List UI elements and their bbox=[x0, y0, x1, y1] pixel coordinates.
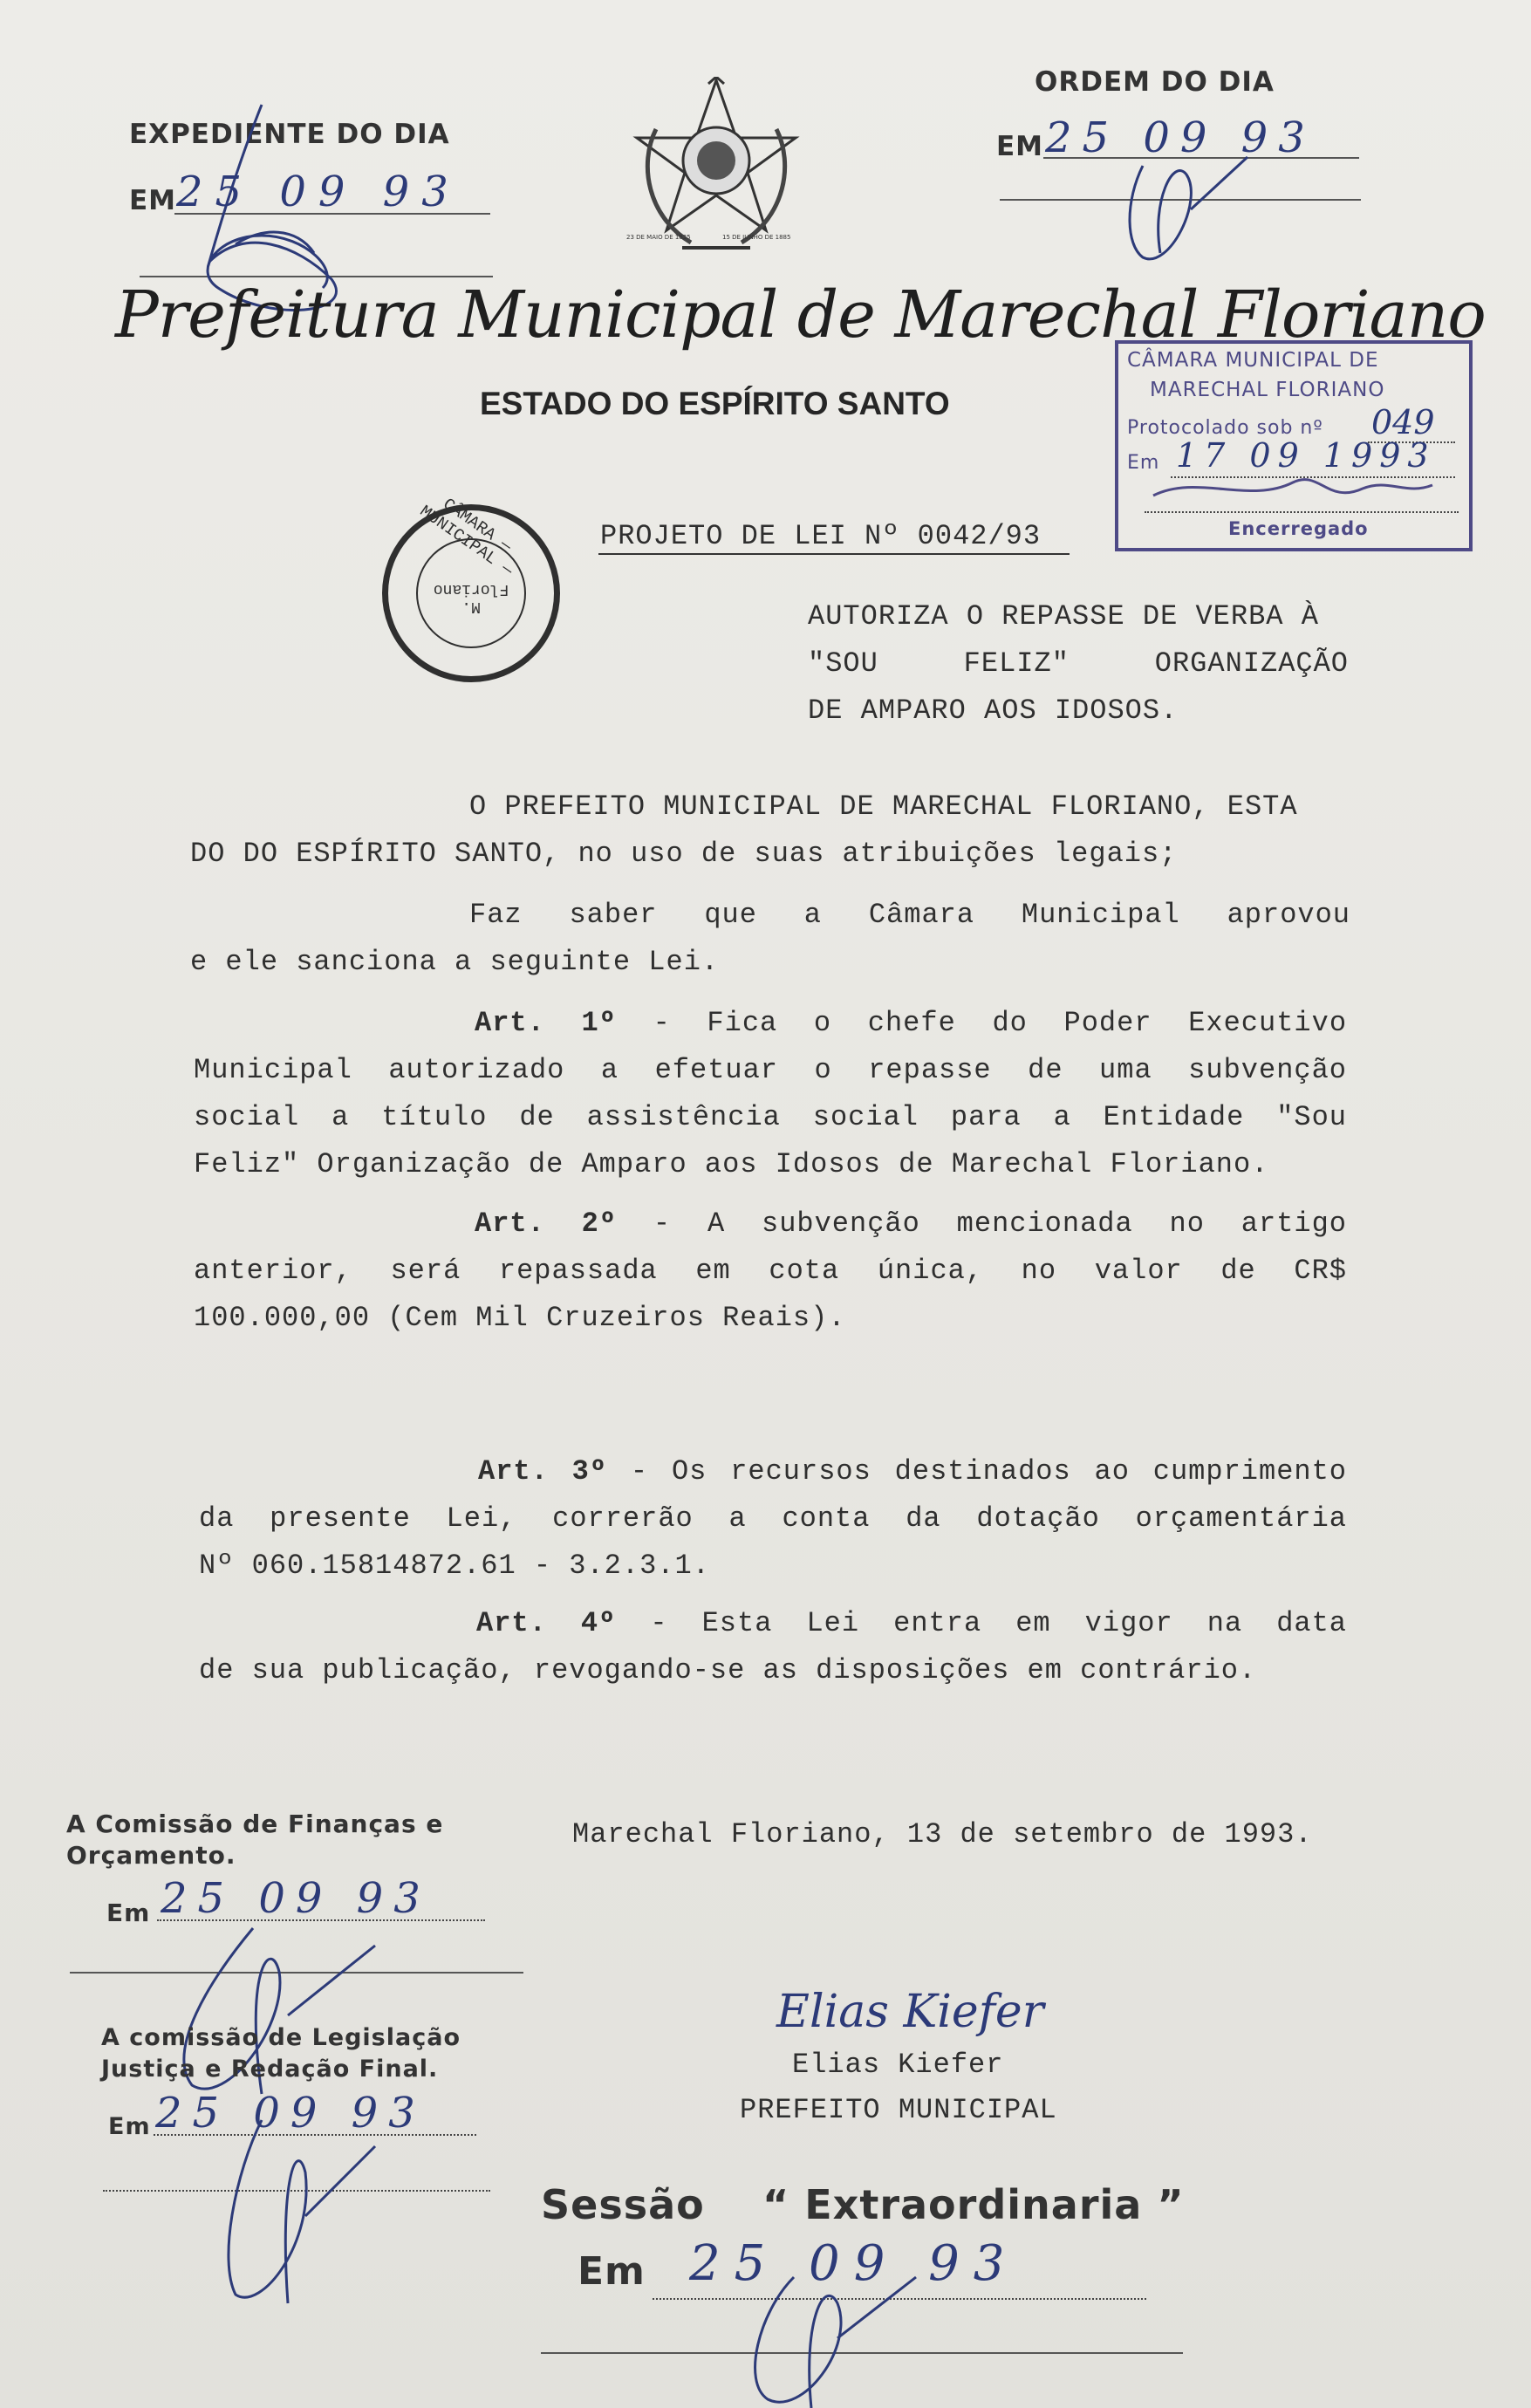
article-2 bbox=[194, 1201, 1347, 1342]
article-3-text-1: - Os recursos destinados ao cumprimento bbox=[630, 1455, 1348, 1488]
protocol-stamp-line2: MARECHAL FLORIANO bbox=[1150, 379, 1385, 401]
protocol-stamp-line1: CÂMARA MUNICIPAL DE bbox=[1127, 349, 1379, 372]
signatory-title: PREFEITO MUNICIPAL bbox=[740, 2094, 1057, 2126]
protocol-number-label: Protocolado sob nº bbox=[1127, 417, 1323, 439]
article-3-line-3: Nº 060.15814872.61 - 3.2.3.1. bbox=[199, 1549, 710, 1582]
article-4-label: Art. 4º bbox=[476, 1607, 617, 1639]
article-4-text-1: - Esta Lei entra em vigor na data bbox=[650, 1607, 1348, 1639]
mayor-signature: Elias Kiefer bbox=[776, 1986, 1044, 2038]
session-em-label: Em bbox=[578, 2249, 646, 2294]
protocol-date: 17 09 1993 bbox=[1176, 436, 1436, 475]
article-3-label: Art. 3º bbox=[478, 1455, 608, 1488]
expediente-label: EXPEDIENTE DO DIA bbox=[129, 119, 450, 150]
legislation-committee-line2: Justiça e Redação Final. bbox=[101, 2056, 439, 2083]
place-date: Marechal Floriano, 13 de setembro de 1993. bbox=[572, 1818, 1313, 1850]
article-3-line-1 bbox=[199, 1448, 1347, 1495]
article-4-line-1 bbox=[199, 1600, 1347, 1647]
article-2-text-1: - A subvenção mencionada no artigo bbox=[653, 1207, 1348, 1240]
seal-ring-left: 23 DE MAIO DE 1835 bbox=[626, 234, 691, 241]
preamble-line-1: O PREFEITO MUNICIPAL DE MARECHAL FLORIANO, ESTA bbox=[469, 790, 1298, 823]
finance-date: 25 09 93 bbox=[161, 1874, 431, 1923]
session-initials-scribble bbox=[733, 2268, 925, 2408]
article-1-line-2: Municipal autorizado a efetuar o repasse de uma subvenção bbox=[194, 1054, 1347, 1086]
article-1-line-4: Feliz" Organização de Amparo aos Idosos de Marechal Floriano. bbox=[194, 1148, 1269, 1180]
ordem-initials-scribble bbox=[1108, 148, 1265, 270]
article-4 bbox=[199, 1600, 1347, 1694]
finance-committee-line2: Orçamento. bbox=[66, 1841, 236, 1870]
summary-line-1: AUTORIZA O REPASSE DE VERBA À bbox=[808, 600, 1319, 633]
encarregado-label: Encerregado bbox=[1228, 518, 1369, 539]
protocol-number: 049 bbox=[1371, 403, 1435, 441]
camara-round-seal bbox=[382, 494, 560, 682]
encarregado-line bbox=[1145, 511, 1459, 513]
legislation-date: 25 09 93 bbox=[155, 2089, 426, 2138]
article-2-line-1 bbox=[194, 1201, 1347, 1248]
legislation-em-label: Em bbox=[108, 2113, 151, 2140]
article-1 bbox=[194, 1000, 1347, 1188]
session-type: “ Extraordinaria ” bbox=[762, 2181, 1185, 2228]
summary-line-3: DE AMPARO AOS IDOSOS. bbox=[808, 694, 1179, 727]
enactment bbox=[190, 892, 1350, 986]
bill-summary bbox=[808, 593, 1349, 735]
encarregado-signature bbox=[1145, 469, 1441, 513]
article-1-line-3: social a título de assistência social para a Entidade "Sou bbox=[194, 1101, 1347, 1133]
session-date: 25 09 93 bbox=[689, 2235, 1019, 2292]
finance-committee-line1: A Comissão de Finanças e bbox=[66, 1809, 444, 1838]
bill-heading: PROJETO DE LEI Nº 0042/93 bbox=[600, 520, 1042, 552]
article-3-line-2: da presente Lei, correrão a conta da dotação orçamentária bbox=[199, 1502, 1347, 1535]
article-1-label: Art. 1º bbox=[475, 1007, 617, 1039]
bill-heading-underline bbox=[598, 553, 1070, 555]
preamble-line-2: DO DO ESPÍRITO SANTO, no uso de suas atribuições legais; bbox=[190, 838, 1178, 870]
signatory-name: Elias Kiefer bbox=[792, 2049, 1004, 2081]
legislation-committee-line1: A comissão de Legislação bbox=[101, 2024, 461, 2051]
summary-line-2: "SOU FELIZ" ORGANIZAÇÃO bbox=[808, 647, 1349, 680]
finance-initials-scribble bbox=[157, 1919, 384, 2111]
article-1-line-1 bbox=[194, 1000, 1347, 1047]
finance-em-label: Em bbox=[106, 1898, 151, 1927]
state-name: ESTADO DO ESPÍRITO SANTO bbox=[480, 386, 950, 421]
protocol-stamp bbox=[1115, 340, 1473, 551]
article-4-line-2: de sua publicação, revogando-se as disposições em contrário. bbox=[199, 1654, 1257, 1686]
preamble bbox=[190, 783, 1350, 878]
enactment-line-2: e ele sanciona a seguinte Lei. bbox=[190, 946, 720, 978]
article-2-label: Art. 2º bbox=[475, 1207, 618, 1240]
camara-seal-center-text: M. Floriano bbox=[433, 580, 509, 615]
article-2-line-2: anterior, será repassada em cota única, no valor de CR$ bbox=[194, 1255, 1347, 1287]
article-1-text-1: - Fica o chefe do Poder Executivo bbox=[653, 1007, 1348, 1039]
ordem-em-label: EM bbox=[996, 131, 1044, 162]
ordem-date: 25 09 93 bbox=[1045, 113, 1316, 162]
protocol-em-label: Em bbox=[1127, 452, 1160, 474]
seal-ring-right: 15 DE JUNHO DE 1885 bbox=[722, 234, 791, 241]
camara-seal-ring-text: CÂMARA — MUNICIPAL — bbox=[416, 494, 517, 580]
expediente-date: 25 09 93 bbox=[176, 168, 461, 216]
article-3 bbox=[199, 1448, 1347, 1590]
ordem-label: ORDEM DO DIA bbox=[1035, 66, 1275, 98]
enactment-line-1: Faz saber que a Câmara Municipal aprovou bbox=[469, 899, 1350, 931]
municipality-title: Prefeitura Municipal de Marechal Floriano bbox=[115, 277, 1486, 352]
legislation-initials-scribble bbox=[209, 2111, 384, 2312]
session-label: Sessão bbox=[541, 2181, 705, 2228]
article-2-line-3: 100.000,00 (Cem Mil Cruzeiros Reais). bbox=[194, 1302, 846, 1334]
expediente-em-label: EM bbox=[129, 185, 177, 216]
